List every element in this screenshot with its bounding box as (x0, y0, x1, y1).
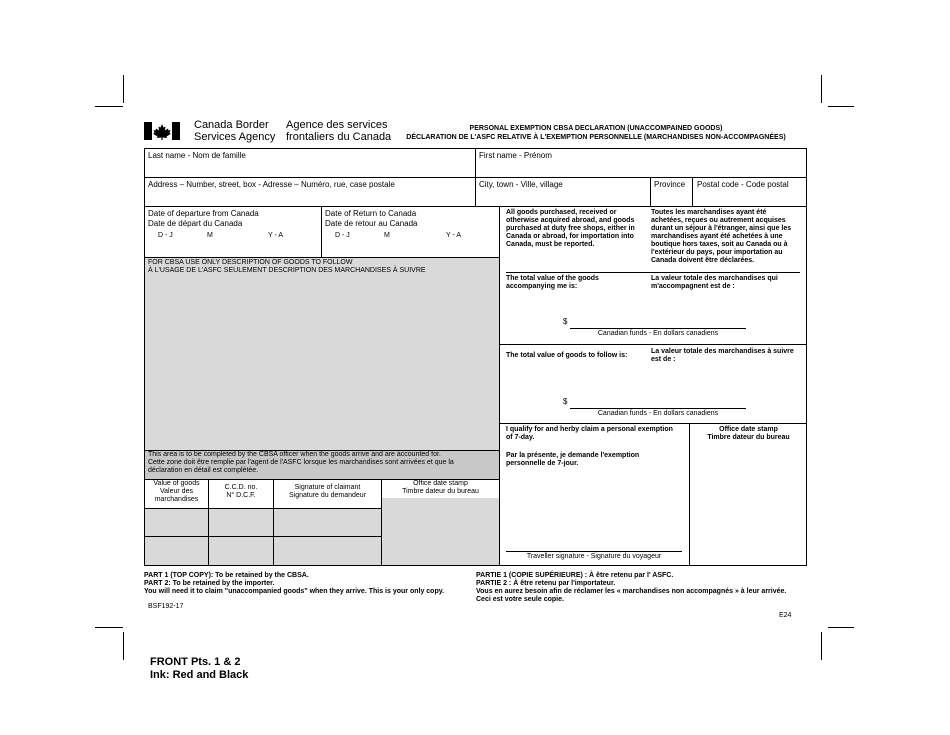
edition-code: E24 (779, 612, 792, 619)
traveller-signature-label: Traveller signature - Signature du voyageur (526, 553, 662, 560)
col-stamp-header: Office date stamp Timbre dateur du bureau (402, 480, 479, 495)
cbsa-description-area[interactable] (145, 258, 499, 450)
form-code: BSF192-17 (148, 603, 184, 610)
province-field[interactable]: Province (654, 180, 686, 189)
traveller-signature-input[interactable] (506, 551, 682, 552)
canadian-funds-label: Canadian funds - En dollars canadiens (597, 410, 719, 417)
form-title-en: PERSONAL EXEMPTION CBSA DECLARATION (UNACCOMPAINED GOODS) (469, 125, 723, 132)
part-instructions-fr: PARTIE 1 (COPIE SUPÉRIEURE) : À être retenu par l' ASFC. PARTIE 2 : À être retenu par l'importateur. Vous en aurez besoin afin de réclamer les « marchandises non accompagnés » à leur arrivée. Ceci est votre seule copie. (476, 572, 787, 603)
col-ccd-header: C.C.D. no. N° D.C.F. (224, 484, 258, 499)
crop-mark (95, 627, 123, 628)
crop-mark (123, 75, 124, 103)
col-value-header: Value of goods Valeur des marchandises (153, 480, 200, 503)
total-follow-en: The total value of goods to follow is: (506, 352, 628, 359)
total-accompanying-fr: La valeur totale des marchandises qui m'accompagnent est de : (651, 275, 778, 290)
part-instructions-en: PART 1 (TOP COPY): To be retained by the CBSA. PART 2: To be retained by the importer. You will need it to claim "unaccompanied goods" when they arrive. This is your only copy. (144, 572, 445, 595)
signature-cell-2[interactable] (274, 537, 381, 565)
city-field[interactable]: City, town - Ville, village (479, 180, 563, 189)
return-date-label: Date of Return to Canada Date de retour au Canada (325, 209, 418, 228)
crop-mark (821, 632, 822, 660)
first-name-field[interactable]: First name - Prénom (479, 151, 552, 160)
return-day[interactable]: D - J (335, 232, 350, 239)
canada-flag-logo (144, 122, 180, 140)
cbsa-officer-note: This area is to be completed by the CBSA officer when the goods arrive and are accounted for. Cette zone doit être remplie par l'agent de l'ASFC lorsque les marchandises sont arrivées et que la déclaration en détail est complétée. (148, 451, 454, 474)
total-follow-fr: La valeur totale des marchandises à suivre est de : (651, 348, 794, 363)
qualify-claim-en: I qualify for and herby claim a personal exemption of 7-day. (506, 426, 673, 441)
form-title-fr: DÉCLARATION DE L'ASFC RELATIVE À L'EXEMPTION PERSONNELLE (MARCHANDISES NON-ACCOMPAGNÉES) (406, 134, 786, 141)
qualify-claim-fr: Par la présente, je demande l'exemption personnelle de 7-jour. (506, 452, 640, 467)
dollar-sign: $ (563, 397, 568, 406)
ccd-cell-2[interactable] (209, 537, 273, 565)
departure-month[interactable]: M (207, 232, 213, 239)
return-month[interactable]: M (384, 232, 390, 239)
canadian-funds-label: Canadian funds - En dollars canadiens (597, 330, 719, 337)
accompanying-amount-input[interactable] (570, 328, 746, 329)
postal-code-field[interactable]: Postal code - Code postal (697, 180, 789, 189)
crop-mark (821, 75, 822, 103)
stamp-cell[interactable] (382, 498, 499, 565)
follow-amount-input[interactable] (570, 408, 746, 409)
last-name-field[interactable]: Last name - Nom de famille (148, 151, 246, 160)
departure-year[interactable]: Y - A (268, 232, 284, 239)
ccd-cell-1[interactable] (209, 509, 273, 536)
agency-name-en: Canada Border Services Agency (194, 119, 276, 143)
value-cell-2[interactable] (145, 537, 208, 565)
total-accompanying-en: The total value of the goods accompanying me is: (506, 275, 599, 290)
address-field[interactable]: Address – Number, street, box - Adresse – Numéro, rue, case postale (148, 180, 395, 189)
crop-mark (828, 106, 854, 107)
crop-mark (95, 106, 123, 107)
crop-mark (828, 627, 854, 628)
dollar-sign: $ (563, 317, 568, 326)
col-signature-header: Signature of claimant Signature du demandeur (288, 484, 367, 499)
agency-name-fr: Agence des services frontaliers du Canada (286, 119, 392, 143)
departure-day[interactable]: D - J (158, 232, 173, 239)
all-goods-en: All goods purchased, received or otherwise acquired abroad, and goods purchased at duty free shops, either in Canada or abroad, for importation into Canada, must be reported. (506, 209, 635, 248)
signature-cell-1[interactable] (274, 509, 381, 536)
return-year[interactable]: Y - A (446, 232, 462, 239)
print-note: FRONT Pts. 1 & 2 Ink: Red and Black (150, 656, 249, 681)
office-date-stamp-label: Office date stamp Timbre dateur du bureau (707, 426, 790, 441)
cbsa-use-label: FOR CBSA USE ONLY DESCRIPTION OF GOODS TO FOLLOW À L'USAGE DE L'ASFC SEULEMENT DESCRIPTION DES MARCHANDISES À SUIVRE (148, 259, 426, 274)
value-cell-1[interactable] (145, 509, 208, 536)
crop-mark (123, 632, 124, 660)
all-goods-fr: Toutes les marchandises ayant été achetées, reçues ou autrement acquises durant un séjour à l'étranger, ainsi que les marchandises ayant été achetées à une boutique hors taxes, soit au Canada ou à l'extérieur du pays, pour importation au Canada doivent être déclarées. (651, 209, 792, 264)
departure-date-label: Date of departure from Canada Date de départ du Canada (148, 209, 259, 228)
